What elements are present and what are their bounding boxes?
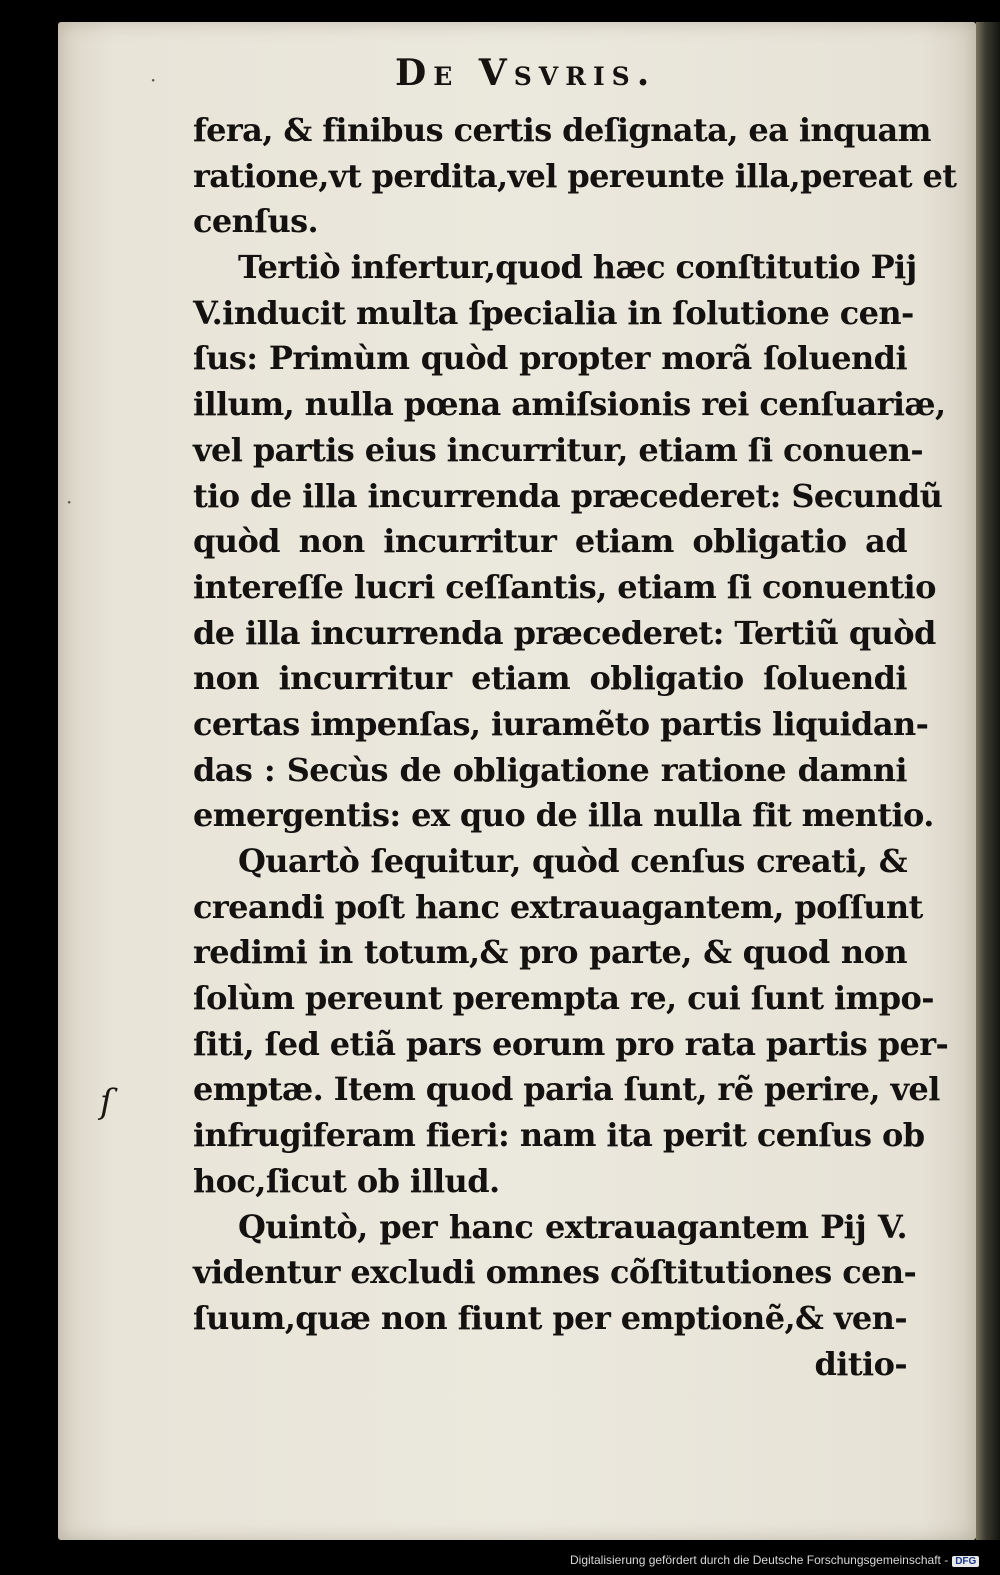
text-line: redimi in totum,& pro parte, & quod non (193, 933, 907, 972)
text-line: Quartò ſequitur, quòd cenſus creati, & (238, 842, 907, 880)
text-line: V.inducit multa ſpecialia in ſolutione cen- (193, 293, 914, 332)
text-line: ſuum,quæ non fiunt per emptionẽ,& ven- (193, 1298, 907, 1337)
text-line: non incurritur etiam obligatio ſoluendi (193, 659, 907, 698)
text-line: vel partis eius incurritur, etiam ſi conuen- (193, 430, 924, 469)
digitization-credit (570, 1553, 979, 1567)
text-line: das : Secùs de obligatione ratione damni (193, 750, 907, 789)
text-line: ſiti, ſed etiã pars eorum pro rata partis per- (193, 1024, 949, 1063)
dfg-logo: DFG (952, 1556, 979, 1567)
text-line: certas impenſas, iuramẽto partis liquidan- (193, 704, 929, 743)
text-line: quòd non incurritur etiam obligatio ad (193, 522, 907, 561)
text-line: emptæ. Item quod paria ſunt, rẽ perire, vel (193, 1070, 940, 1109)
text-line: emergentis: ex quo de illa nulla fit mentio. (193, 796, 934, 835)
text-line: Tertiò infertur,quod hæc conſtitutio Pij (238, 248, 917, 287)
stray-mark: · (150, 68, 157, 92)
text-line: cenſus. (193, 202, 319, 241)
text-line: tio de illa incurrenda præcederet: Secundũ (193, 476, 943, 515)
text-line: de illa incurrenda præcederet: Tertiũ quòd (193, 613, 936, 652)
text-line: Quintò, per hanc extrauagantem Pij V. (238, 1207, 907, 1246)
stray-mark: · (66, 490, 73, 514)
catchword: ditio- (814, 1344, 907, 1383)
text-line: intereſſe lucri ceſſantis, etiam ſi conuentio (193, 567, 936, 606)
text-line: hoc,ſicut ob illud. (193, 1161, 500, 1200)
text-line: creandi poſt hanc extrauagantem, poſſunt (193, 887, 923, 926)
credit-text: Digitalisierung gefördert durch die Deutsche Forschungsgemeinschaft - (570, 1553, 949, 1567)
text-line: fera, & finibus certis deſignata, ea inquam (193, 111, 931, 149)
running-header: De Vsvris. (395, 52, 657, 94)
text-line: infrugiferam fieri: nam ita perit cenſus ob (193, 1116, 925, 1155)
margin-note: ſ (100, 1082, 113, 1122)
page-edge (976, 22, 1000, 1540)
text-line: illum, nulla pœna amiſsionis rei cenſuariæ, (193, 385, 946, 424)
body-text (193, 108, 957, 1387)
text-line: videntur excludi omnes cõſtitutiones cen- (193, 1253, 917, 1292)
text-line: ſolùm pereunt perempta re, cui ſunt impo- (193, 979, 934, 1018)
text-line: ratione,vt perdita,vel pereunte illa,pereat et (193, 156, 957, 195)
text-line: ſus: Primùm quòd propter morã ſoluendi (193, 339, 907, 378)
